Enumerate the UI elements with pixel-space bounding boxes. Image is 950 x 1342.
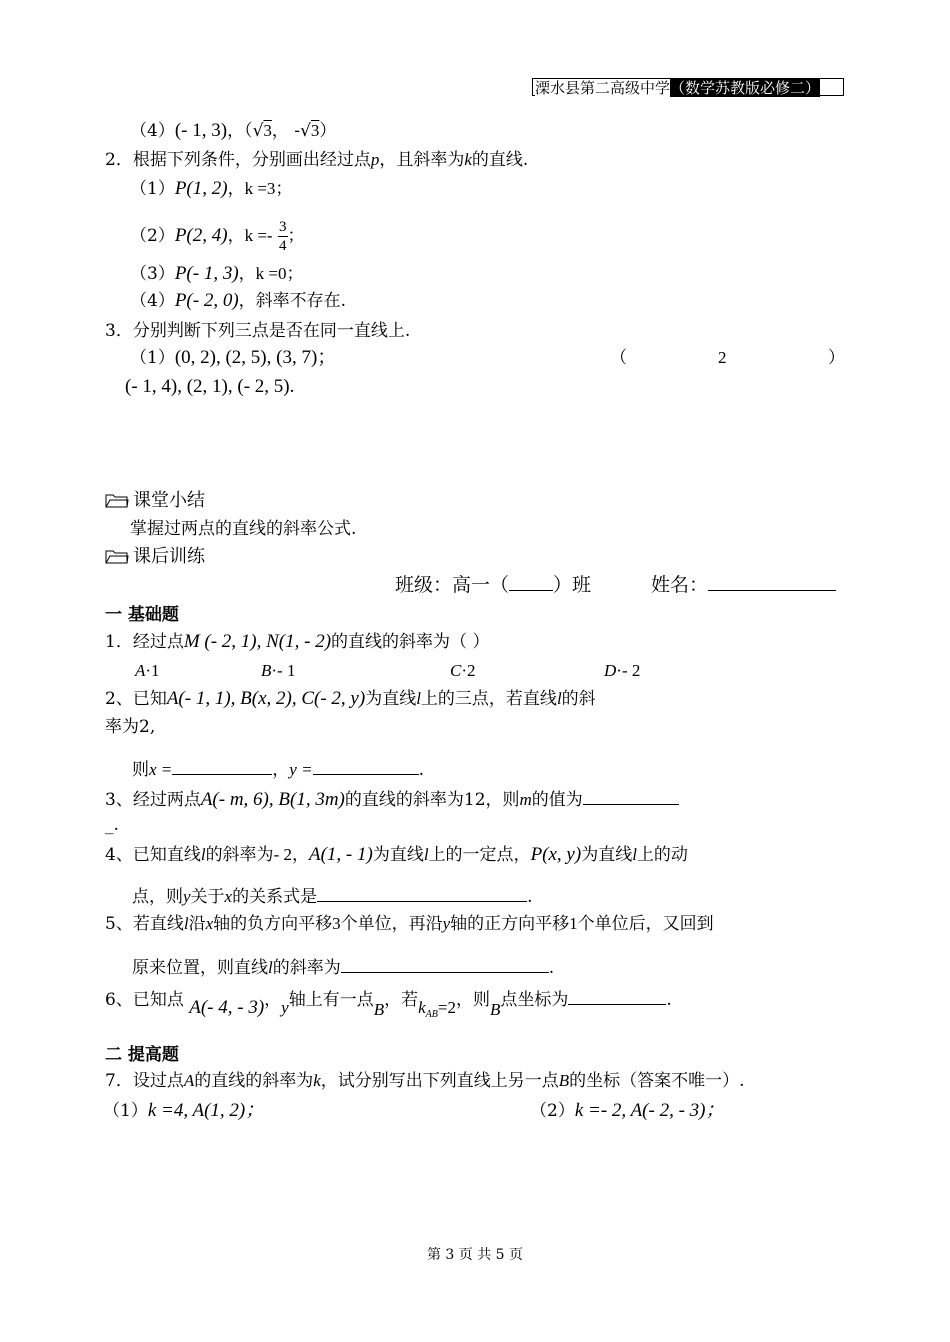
name-field: 姓名： <box>651 574 836 596</box>
q7-case-1: （1）k =4, A(1, 2)； <box>103 1100 265 1121</box>
q2-item-4: （4）P(- 2, 0)，斜率不存在. <box>130 290 347 311</box>
summary-heading: 课堂小结 <box>105 490 205 512</box>
option-d: D·- 2 <box>604 661 641 680</box>
folder-icon <box>105 492 129 508</box>
q2-item-1: （1）P(1, 2)，k =3； <box>130 178 293 199</box>
q3-paren-num: 2 <box>718 348 727 367</box>
relation-answer-blank[interactable] <box>317 885 527 902</box>
q2-item-2: （2）P(2, 4)，k =- $\frac{3}{4}$ ； <box>130 219 305 254</box>
y-answer-blank[interactable] <box>313 758 419 775</box>
course-name: （数学苏教版必修二） <box>670 79 821 97</box>
class-blank[interactable] <box>509 574 553 591</box>
slope-answer-blank[interactable] <box>341 956 549 973</box>
basic-q4-line2: 点，则y关于x的关系式是 . <box>132 887 533 907</box>
q3-paren-open: （ <box>610 348 627 368</box>
basic-q3: 3、经过两点A(- m, 6), B(1, 3m)的直线的斜率为12，则m的值为 <box>105 788 679 811</box>
q2-stem: 2．根据下列条件，分别画出经过点p，且斜率为k的直线. <box>105 150 529 170</box>
option-c: C·2 <box>450 661 476 680</box>
fraction-3-4: $\frac{3}{4}$ <box>279 219 287 254</box>
basic-q2-line3: 则x = ，y = . <box>132 760 424 780</box>
q3-paren-close: ） <box>828 348 845 368</box>
advanced-section-title: 二 提高题 <box>105 1045 179 1065</box>
name-blank[interactable] <box>708 574 836 591</box>
folder-icon <box>105 548 129 564</box>
q3-line-1: （1）(0, 2), (2, 5), (3, 7)； <box>130 347 337 368</box>
option-b: B·- 1 <box>261 661 296 680</box>
advanced-q7: 7．设过点A的直线的斜率为k，试分别写出下列直线上另一点B的坐标（答案不唯一）. <box>105 1071 745 1091</box>
class-field: 班级：高一（ ）班 <box>395 574 592 596</box>
page-header <box>532 78 844 96</box>
q7-case-2: （2）k =- 2, A(- 2, - 3)； <box>530 1100 725 1121</box>
basic-q2-line2: 率为2, <box>105 717 156 737</box>
m-answer-blank[interactable] <box>583 788 679 805</box>
basic-section-title: 一 基础题 <box>105 605 179 625</box>
summary-text: 掌握过两点的直线的斜率公式. <box>130 519 357 539</box>
b-coord-answer-blank[interactable] <box>568 988 666 1005</box>
q2-item-3: （3）P(- 1, 3)，k =0； <box>130 263 304 284</box>
after-class-heading: 课后训练 <box>105 546 205 568</box>
basic-q1: 1．经过点M (- 2, 1), N(1, - 2)的直线的斜率为（ ） <box>105 631 490 652</box>
basic-q3-cont: _. <box>105 815 119 835</box>
school-name: 溧水县第二高级中学 <box>535 79 671 97</box>
basic-q2-line1: 2、已知A(- 1, 1), B(x, 2), C(- 2, y)为直线l上的三点，若直线l的斜 <box>105 688 596 709</box>
q3-stem: 3．分别判断下列三点是否在同一直线上. <box>105 321 411 341</box>
basic-q4-line1: 4、已知直线l的斜率为- 2，A(1, - 1)为直线l上的一定点，P(x, y)为直线l上的动 <box>105 844 688 865</box>
q3-line-2: (- 1, 4), (2, 1), (- 2, 5). <box>125 376 295 397</box>
basic-q5-line1: 5、若直线l沿x轴的负方向平移3个单位，再沿y轴的正方向平移1个单位后，又回到 <box>105 914 714 934</box>
basic-q6: 6、已知点 A(- 4, - 3)，y轴上有一点B，若$k_{AB}=2$，则B点坐标为 . <box>105 990 672 1020</box>
q1-item-4: （4）(- 1, 3)，（√3， -√3） <box>130 120 337 141</box>
page-footer: 第 3 页 共 5 页 <box>426 1247 524 1263</box>
basic-q5-line2: 原来位置，则直线l的斜率为 . <box>132 958 555 978</box>
x-answer-blank[interactable] <box>172 758 272 775</box>
option-a: A·1 <box>135 661 160 680</box>
